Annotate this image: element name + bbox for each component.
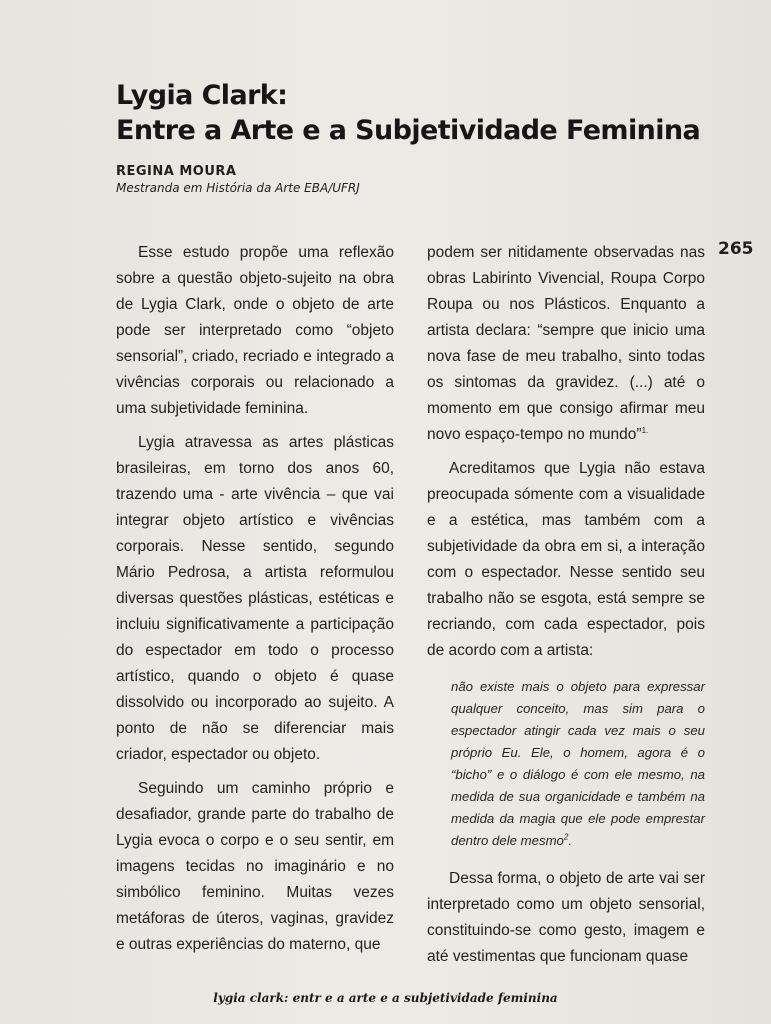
paragraph: Esse estudo propõe uma reflexão sobre a questão objeto-sujeito na obra de Lygia Clark, onde o objeto de arte pode ser interpretado como “objeto sensorial”, criado, recriado e integrado a vivências corporais ou relacionado a uma subjetividade feminina.	[116, 244, 394, 417]
title-line-1: Lygia Clark:	[116, 80, 288, 111]
quote-end: .	[568, 833, 573, 848]
author-affiliation: Mestranda em História da Arte EBA/UFRJ	[116, 181, 360, 195]
paragraph: Acreditamos que Lygia não estava preocupada sómente com a visualidade e a estética, mas também com a subjetividade da obra em si, a interação com o espectador. Nesse sentido seu trabalho não se esgota, está sempre se recriando, com cada espectador, pois de acordo com a artista:	[427, 460, 705, 659]
article-title	[116, 78, 700, 148]
left-column	[116, 240, 394, 966]
author-name: REGINA MOURA	[116, 164, 237, 179]
page-number: 265	[718, 239, 754, 259]
paragraph: Dessa forma, o objeto de arte vai ser interpretado como um objeto sensorial, constituindo-se como gesto, imagem e até vestimentas que funcionam quase	[427, 870, 705, 965]
paragraph: Lygia atravessa as artes plásticas brasileiras, em torno dos anos 60, trazendo uma - arte vivência – que vai integrar objeto artístico e vivências corporais. Nesse sentido, segundo Mário Pedrosa, a artista reformulou diversas questões plásticas, estéticas e incluiu significativamente a participação do espectador em todo o processo artístico, quando o objeto é quase dissolvido ou incorporado ao sujeito. A ponto de não se diferenciar mais criador, espectador ou objeto.	[116, 434, 394, 763]
footnote-ref: 2	[563, 832, 569, 842]
paragraph-text: podem ser nitidamente observadas nas obras Labirinto Vivencial, Roupa Corpo Roupa ou nos Plásticos. Enquanto a artista declara: “sempre que inicio uma nova fase de meu trabalho, sinto todas os sintomas da gravidez. (...) até o momento em que consigo afirmar meu novo espaço-tempo no mundo”	[427, 244, 705, 443]
quote-text: não existe mais o objeto para expressar qualquer conceito, mas sim para o espectador atingir cada vez mais o seu próprio Eu. Ele, o homem, agora é o “bicho” e o diálogo é com ele mesmo, na medida de sua organicidade e também na medida da magia que ele pode emprestar dentro dele mesmo	[451, 679, 705, 848]
running-footer: lygia clark: entr e a arte e a subjetividade feminina	[213, 991, 558, 1005]
right-column	[427, 240, 705, 978]
paragraph: Seguindo um caminho próprio e desafiador, grande parte do trabalho de Lygia evoca o corpo e o seu sentir, em imagens tecidas no imaginário e no simbólico feminino. Muitas vezes metáforas de úteros, vaginas, gravidez e outras experiências do materno, que	[116, 780, 394, 953]
footnote-ref: 1.	[641, 425, 649, 435]
block-quote	[451, 676, 705, 852]
title-line-2: Entre a Arte e a Subjetividade Feminina	[116, 115, 701, 146]
paragraph	[427, 240, 705, 448]
